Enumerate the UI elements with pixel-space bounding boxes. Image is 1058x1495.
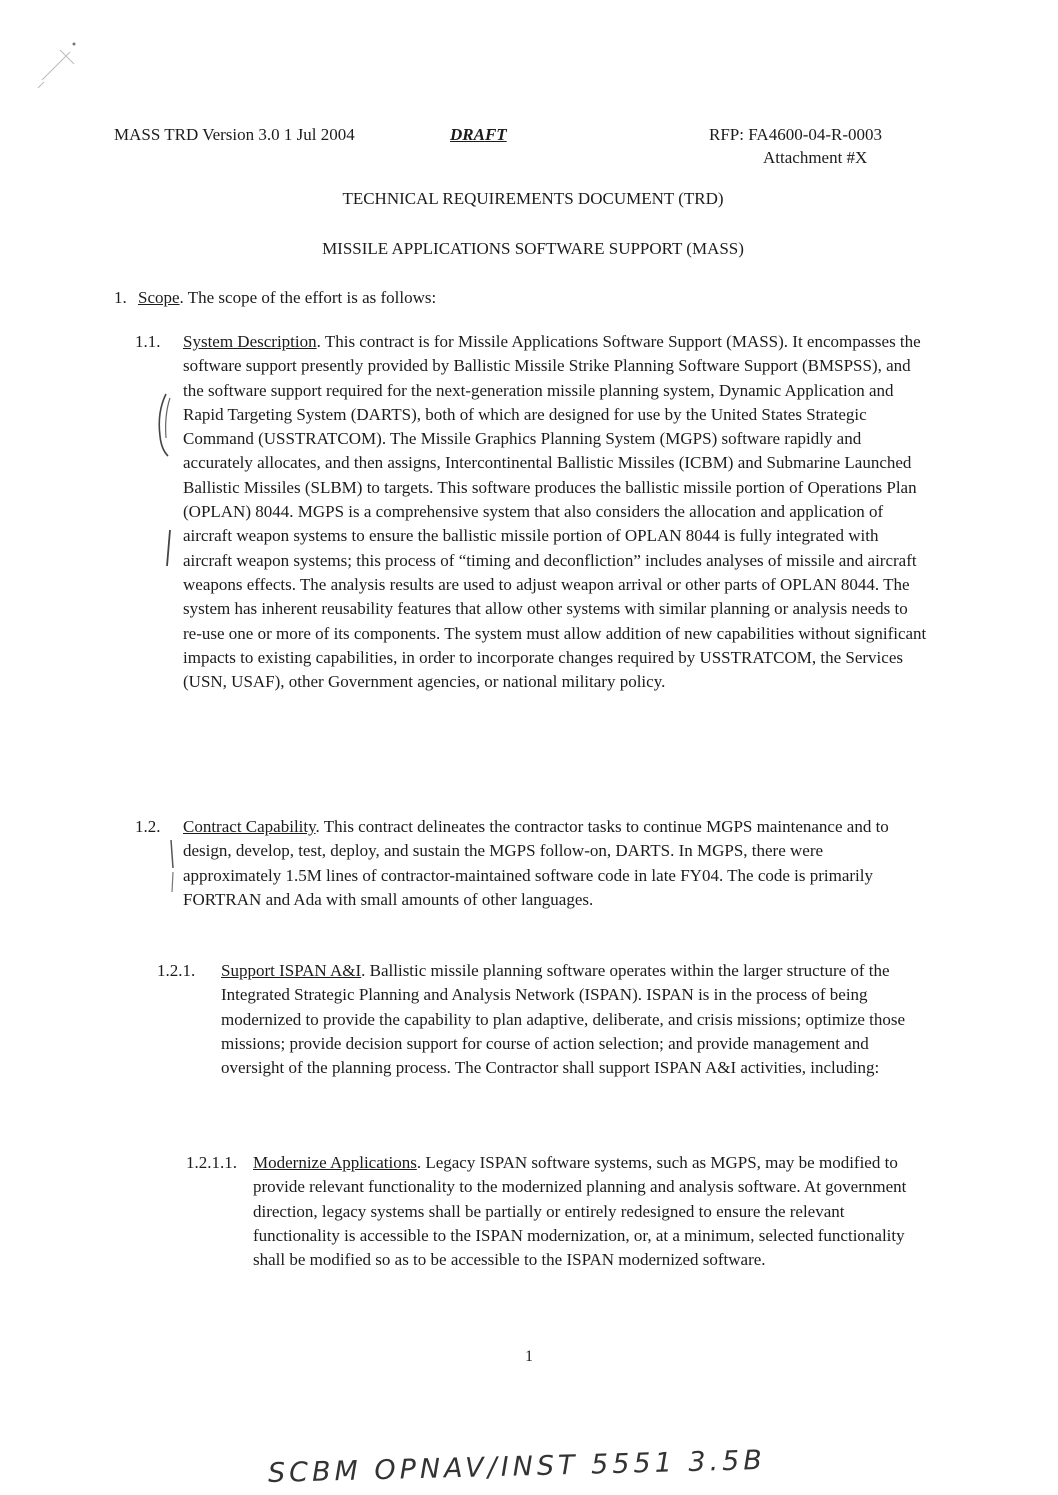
section-number: 1.2.1.1. <box>186 1153 237 1172</box>
section-body <box>183 815 895 912</box>
section-text: . Legacy ISPAN software systems, such as MGPS, may be modified to provide relevant functionality to the modernized planning and analysis software. At government direction, legacy systems shall be partially or entirely redesigned to ensure the relevant functionality is accessible to the ISPAN modernization, or, at a minimum, selected functionality shall be modified so as to be accessible to the ISPAN modernized software. <box>253 1153 907 1270</box>
section-body <box>183 330 928 694</box>
section-text: . This contract is for Missile Applications Software Support (MASS). It encompasses the software support presently provided by Ballistic Missile Strike Planning Software Support (BMSPSS), and the software support required for the next-generation missile planning system, Dynamic Application and Rapid Targeting System (DARTS), both of which are designed for use by the United States Strategic Command (USSTRATCOM). The Missile Graphics Planning System (MGPS) software rapidly and accurately allocates, and then assigns, Intercontinental Ballistic Missiles (ICBM) and Submarine Launched Ballistic Missiles (SLBM) to targets. This software produces the ballistic missile portion of Operations Plan (OPLAN) 8044. MGPS is a comprehensive system that also considers the allocation and application of aircraft weapon systems to ensure the ballistic missile portion of OPLAN 8044 is fully integrated with aircraft weapon systems; this process of “timing and deconfliction” includes analyses of missile and aircraft weapons effects. The analysis results are used to adjust weapon arrival or other parts of OPLAN 8044. The system has inherent reusability features that allow other systems with similar planning or analysis needs to re-use one or more of its components. The system must allow addition of new capabilities without significant impacts to existing capabilities, in order to incorporate changes required by USSTRATCOM, the Services (USN, USAF), other Government agencies, or national military policy. <box>183 332 927 692</box>
header-rfp-number: RFP: FA4600-04-R-0003 <box>709 125 883 144</box>
scan-smudge-mark <box>30 30 90 90</box>
page-number: 1 <box>525 1348 533 1365</box>
margin-line-mark <box>164 528 174 568</box>
document-title: TECHNICAL REQUIREMENTS DOCUMENT (TRD) <box>342 189 724 208</box>
section-body <box>138 286 436 310</box>
section-body <box>221 959 917 1080</box>
document-subtitle: MISSILE APPLICATIONS SOFTWARE SUPPORT (MASS) <box>322 239 744 258</box>
header-draft-label: DRAFT <box>450 125 507 144</box>
section-heading: Support ISPAN A&I <box>221 961 362 980</box>
section-text: . This contract delineates the contractor tasks to continue MGPS maintenance and to design, develop, test, deploy, and sustain the MGPS follow-on, DARTS. In MGPS, there were approximately 1.5M lines of contractor-maintained software code in late FY04. The code is primarily FORTRAN and Ada with small amounts of other languages. <box>183 817 889 909</box>
section-number: 1.2. <box>135 817 161 836</box>
header-attachment: Attachment #X <box>763 148 868 167</box>
handwritten-note: SCBM OPNAV/INST 5551 3.5B <box>267 1444 767 1489</box>
margin-bracket-mark <box>152 390 178 460</box>
section-text: . The scope of the effort is as follows: <box>179 288 437 307</box>
section-number: 1.1. <box>135 332 161 351</box>
section-heading: Scope <box>138 288 180 307</box>
header-version: MASS TRD Version 3.0 1 Jul 2004 <box>114 125 355 144</box>
section-number: 1. <box>114 288 127 307</box>
section-number: 1.2.1. <box>157 961 196 980</box>
section-heading: Contract Capability <box>183 817 316 836</box>
section-body <box>253 1151 933 1272</box>
section-text: . Ballistic missile planning software operates within the larger structure of the Integrated Strategic Planning and Analysis Network (ISPAN). ISPAN is in the process of being modernized to provide the capability to plan adaptive, deliberate, and crisis missions; optimize those missions; provide decision support for course of action selection; and provide management and oversight of the planning process. The Contractor shall support ISPAN A&I activities, including: <box>221 961 906 1078</box>
margin-line-mark-2 <box>166 838 178 894</box>
section-heading: Modernize Applications <box>253 1153 417 1172</box>
section-heading: System Description <box>183 332 317 351</box>
